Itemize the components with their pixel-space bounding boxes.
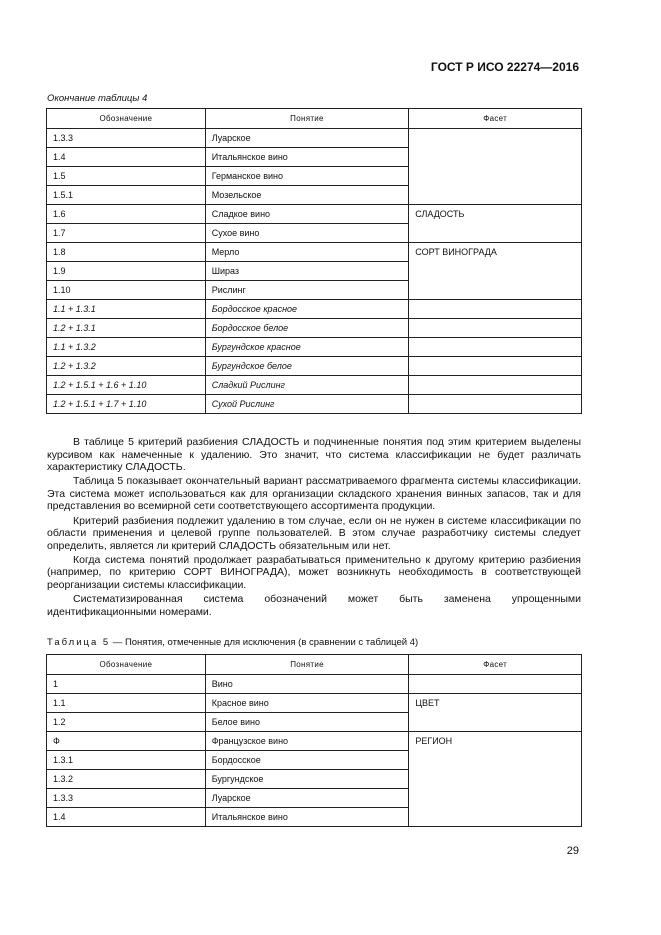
code-cell: 1.2 + 1.5.1 + 1.6 + 1.10 — [47, 376, 206, 395]
concept-cell: Германское вино — [205, 167, 409, 186]
code-cell: 1.2 — [47, 713, 206, 732]
code-cell: Ф — [47, 732, 206, 751]
table-row — [47, 395, 582, 414]
concept-cell: Сладкий Рислинг — [205, 376, 409, 395]
facet-cell: СОРТ ВИНОГРАДА — [409, 243, 582, 300]
concept-cell: Бордосское — [205, 751, 409, 770]
table5-caption-prefix: Таблица 5 — [47, 637, 111, 648]
code-cell: 1.7 — [47, 224, 206, 243]
concept-cell: Французское вино — [205, 732, 409, 751]
facet-cell — [409, 675, 582, 694]
table-row — [47, 300, 582, 319]
table-header-row — [47, 655, 582, 675]
concept-cell: Итальянское вино — [205, 808, 409, 827]
column-header-concept: Понятие — [205, 655, 409, 675]
paragraph: Критерий разбиения подлежит удалению в том случае, если он не нужен в системе классификации по области применения и целевой группе пользователей. В этом случае разработчику системы следует определить, является ли критерий СЛАДОСТЬ обязательным или нет. — [47, 514, 581, 552]
code-cell: 1.5.1 — [47, 186, 206, 205]
code-cell: 1.9 — [47, 262, 206, 281]
code-cell: 1.3.2 — [47, 770, 206, 789]
concept-cell: Красное вино — [205, 694, 409, 713]
concept-cell: Мерло — [205, 243, 409, 262]
table-row — [47, 357, 582, 376]
column-header-facet: Фасет — [409, 109, 582, 129]
concept-cell: Луарское — [205, 789, 409, 808]
facet-cell — [409, 319, 582, 338]
table-row — [47, 243, 582, 262]
code-cell: 1.3.3 — [47, 129, 206, 148]
column-header-concept: Понятие — [205, 109, 409, 129]
code-cell: 1.4 — [47, 148, 206, 167]
concept-cell: Сухой Рислинг — [205, 395, 409, 414]
body-text — [47, 436, 581, 620]
code-cell: 1.1 — [47, 694, 206, 713]
concept-cell: Бургундское белое — [205, 357, 409, 376]
facet-cell — [409, 357, 582, 376]
table-5 — [46, 654, 582, 827]
code-cell: 1 — [47, 675, 206, 694]
concept-cell: Шираз — [205, 262, 409, 281]
table4-caption: Окончание таблицы 4 — [47, 93, 148, 104]
code-cell: 1.5 — [47, 167, 206, 186]
concept-cell: Бургундское красное — [205, 338, 409, 357]
facet-cell: ЦВЕТ — [409, 694, 582, 732]
table-row — [47, 675, 582, 694]
concept-cell: Бордосское красное — [205, 300, 409, 319]
facet-cell — [409, 338, 582, 357]
facet-cell — [409, 129, 582, 205]
table-row — [47, 129, 582, 148]
code-cell: 1.2 + 1.5.1 + 1.7 + 1.10 — [47, 395, 206, 414]
table5-caption — [47, 637, 418, 648]
concept-cell: Белое вино — [205, 713, 409, 732]
code-cell: 1.1 + 1.3.1 — [47, 300, 206, 319]
concept-cell: Сладкое вино — [205, 205, 409, 224]
code-cell: 1.8 — [47, 243, 206, 262]
paragraph: Систематизированная система обозначений может быть заменена упрощенными идентификационными номерами. — [47, 593, 581, 618]
concept-cell: Бордосское белое — [205, 319, 409, 338]
table-row — [47, 694, 582, 713]
facet-cell — [409, 395, 582, 414]
code-cell: 1.4 — [47, 808, 206, 827]
table-4 — [46, 108, 582, 414]
column-header-code: Обозначение — [47, 109, 206, 129]
table-row — [47, 732, 582, 751]
concept-cell: Луарское — [205, 129, 409, 148]
table-row — [47, 338, 582, 357]
table-row — [47, 319, 582, 338]
table-header-row — [47, 109, 582, 129]
facet-cell: СЛАДОСТЬ — [409, 205, 582, 243]
page-number: 29 — [566, 845, 579, 857]
code-cell: 1.6 — [47, 205, 206, 224]
code-cell: 1.2 + 1.3.2 — [47, 357, 206, 376]
concept-cell: Бургундское — [205, 770, 409, 789]
concept-cell: Мозельское — [205, 186, 409, 205]
paragraph: Когда система понятий продолжает разрабатываться применительно к другому критерию разбиения (например, по критерию СОРТ ВИНОГРАДА), может возникнуть необходимость в соответствующей реорганизации системы классификации. — [47, 553, 581, 592]
column-header-facet: Фасет — [409, 655, 582, 675]
code-cell: 1.2 + 1.3.1 — [47, 319, 206, 338]
column-header-code: Обозначение — [47, 655, 206, 675]
code-cell: 1.1 + 1.3.2 — [47, 338, 206, 357]
concept-cell: Рислинг — [205, 281, 409, 300]
code-cell: 1.10 — [47, 281, 206, 300]
paragraph: Таблица 5 показывает окончательный вариант рассматриваемого фрагмента системы классификации. Эта система может использоваться как для организации складского хранения винных запасов, так и для представления во всемирной сети соответствующего ассортимента продукции. — [47, 475, 581, 513]
table-row — [47, 205, 582, 224]
standard-header: ГОСТ Р ИСО 22274—2016 — [430, 60, 579, 74]
facet-cell: РЕГИОН — [409, 732, 582, 827]
facet-cell — [409, 300, 582, 319]
paragraph: В таблице 5 критерий разбиения СЛАДОСТЬ и подчиненные понятия под этим критерием выделены курсивом как намеченные к удалению. Это значит, что система классификации не будет различать характеристику СЛАДОСТЬ. — [47, 436, 581, 474]
code-cell: 1.3.1 — [47, 751, 206, 770]
table5-caption-text: — Понятия, отмеченные для исключения (в сравнении с таблицей 4) — [110, 637, 419, 648]
concept-cell: Вино — [205, 675, 409, 694]
facet-cell — [409, 376, 582, 395]
concept-cell: Сухое вино — [205, 224, 409, 243]
concept-cell: Итальянское вино — [205, 148, 409, 167]
table-row — [47, 376, 582, 395]
code-cell: 1.3.3 — [47, 789, 206, 808]
